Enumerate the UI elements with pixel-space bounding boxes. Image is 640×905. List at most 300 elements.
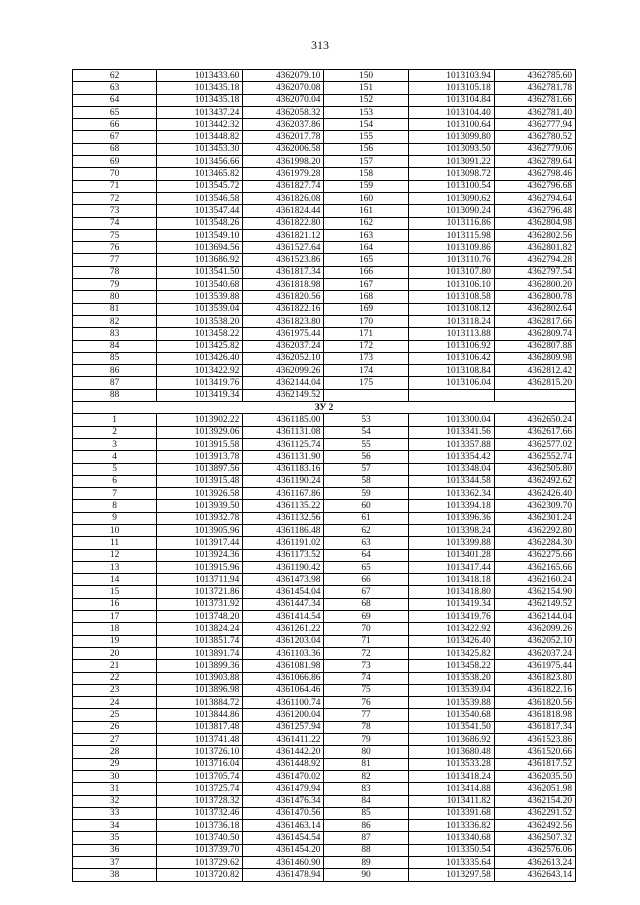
y-coordinate-cell: 4361103.36 [243, 647, 324, 659]
y-coordinate-cell: 4361167.86 [243, 488, 324, 500]
y-coordinate-cell: 4362291.52 [494, 807, 575, 819]
point-number-cell: 175 [324, 377, 408, 389]
y-coordinate-cell: 4361460.90 [243, 857, 324, 869]
table-row [73, 820, 576, 832]
point-number-cell: 20 [73, 647, 157, 659]
point-number-cell: 76 [73, 242, 157, 254]
y-coordinate-cell: 4362576.06 [494, 844, 575, 856]
point-number-cell: 164 [324, 242, 408, 254]
table-row [73, 549, 576, 561]
point-number-cell: 173 [324, 352, 408, 364]
y-coordinate-cell: 4361820.56 [243, 291, 324, 303]
y-coordinate-cell: 4361478.94 [243, 869, 324, 881]
y-coordinate-cell: 4361476.34 [243, 795, 324, 807]
y-coordinate-cell: 4362800.20 [494, 279, 575, 291]
y-coordinate-cell: 4361824.44 [243, 205, 324, 217]
point-number-cell: 7 [73, 488, 157, 500]
x-coordinate-cell: 1013716.04 [157, 758, 243, 770]
y-coordinate-cell: 4362807.88 [494, 340, 575, 352]
y-coordinate-cell: 4361185.00 [243, 414, 324, 426]
y-coordinate-cell: 4361081.98 [243, 660, 324, 672]
table-row [73, 451, 576, 463]
x-coordinate-cell: 1013929.06 [157, 426, 243, 438]
point-number-cell: 63 [324, 537, 408, 549]
x-coordinate-cell: 1013090.24 [408, 205, 494, 217]
point-number-cell: 13 [73, 561, 157, 573]
x-coordinate-cell: 1013538.20 [408, 672, 494, 684]
y-coordinate-cell: 4361822.16 [494, 684, 575, 696]
point-number-cell: 24 [73, 697, 157, 709]
y-coordinate-cell: 4362275.66 [494, 549, 575, 561]
y-coordinate-cell: 4362781.78 [494, 82, 575, 94]
point-number-cell: 56 [324, 451, 408, 463]
x-coordinate-cell: 1013399.88 [408, 537, 494, 549]
x-coordinate-cell: 1013905.96 [157, 524, 243, 536]
point-number-cell: 84 [324, 795, 408, 807]
table-row [73, 180, 576, 192]
table-row [73, 721, 576, 733]
point-number-cell: 36 [73, 844, 157, 856]
y-coordinate-cell: 4362492.62 [494, 475, 575, 487]
point-number-cell: 81 [73, 303, 157, 315]
point-number-cell: 74 [73, 217, 157, 229]
y-coordinate-cell: 4362809.74 [494, 328, 575, 340]
table-row [73, 70, 576, 82]
x-coordinate-cell: 1013435.18 [157, 82, 243, 94]
table-row [73, 488, 576, 500]
x-coordinate-cell: 1013694.56 [157, 242, 243, 254]
point-number-cell: 64 [324, 549, 408, 561]
point-number-cell: 62 [73, 70, 157, 82]
x-coordinate-cell: 1013844.86 [157, 709, 243, 721]
point-number-cell: 83 [324, 783, 408, 795]
x-coordinate-cell: 1013098.72 [408, 168, 494, 180]
x-coordinate-cell: 1013100.64 [408, 119, 494, 131]
point-number-cell: 75 [73, 229, 157, 241]
x-coordinate-cell: 1013915.58 [157, 438, 243, 450]
y-coordinate-cell: 4361132.56 [243, 512, 324, 524]
point-number-cell: 58 [324, 475, 408, 487]
point-number-cell: 90 [324, 869, 408, 881]
y-coordinate-cell: 4361817.52 [494, 758, 575, 770]
x-coordinate-cell: 1013539.88 [408, 697, 494, 709]
point-number-cell: 2 [73, 426, 157, 438]
x-coordinate-cell: 1013419.76 [157, 377, 243, 389]
y-coordinate-cell: 4361064.46 [243, 684, 324, 696]
table-row [73, 857, 576, 869]
x-coordinate-cell: 1013924.36 [157, 549, 243, 561]
point-number-cell: 167 [324, 279, 408, 291]
x-coordinate-cell: 1013108.58 [408, 291, 494, 303]
y-coordinate-cell: 4362802.56 [494, 229, 575, 241]
y-coordinate-cell: 4361203.04 [243, 635, 324, 647]
x-coordinate-cell: 1013728.32 [157, 795, 243, 807]
table-row [73, 697, 576, 709]
x-coordinate-cell: 1013391.68 [408, 807, 494, 819]
point-number-cell: 87 [324, 832, 408, 844]
y-coordinate-cell: 4361454.04 [243, 586, 324, 598]
y-coordinate-cell: 4362643.14 [494, 869, 575, 881]
table-row [73, 734, 576, 746]
point-number-cell: 86 [73, 365, 157, 377]
x-coordinate-cell: 1013917.44 [157, 537, 243, 549]
x-coordinate-cell: 1013547.44 [157, 205, 243, 217]
point-number-cell: 69 [324, 611, 408, 623]
y-coordinate-cell: 4361979.28 [243, 168, 324, 180]
y-coordinate-cell: 4362309.70 [494, 500, 575, 512]
x-coordinate-cell: 1013435.18 [157, 94, 243, 106]
x-coordinate-cell: 1013104.84 [408, 94, 494, 106]
point-number-cell: 86 [324, 820, 408, 832]
y-coordinate-cell: 4361131.08 [243, 426, 324, 438]
section-1-rows [73, 70, 576, 402]
table-row [73, 352, 576, 364]
y-coordinate-cell: 4361411.22 [243, 734, 324, 746]
point-number-cell: 59 [324, 488, 408, 500]
x-coordinate-cell: 1013465.82 [157, 168, 243, 180]
y-coordinate-cell: 4361822.16 [243, 303, 324, 315]
point-number-cell: 76 [324, 697, 408, 709]
point-number-cell: 152 [324, 94, 408, 106]
point-number-cell: 161 [324, 205, 408, 217]
point-number-cell: 158 [324, 168, 408, 180]
point-number-cell: 4 [73, 451, 157, 463]
y-coordinate-cell: 4362812.42 [494, 365, 575, 377]
table-row [73, 807, 576, 819]
table-row [73, 537, 576, 549]
y-coordinate-cell: 4362800.78 [494, 291, 575, 303]
x-coordinate-cell: 1013736.18 [157, 820, 243, 832]
y-coordinate-cell: 4362796.48 [494, 205, 575, 217]
y-coordinate-cell: 4362099.26 [243, 365, 324, 377]
point-number-cell: 27 [73, 734, 157, 746]
y-coordinate-cell: 4361523.86 [494, 734, 575, 746]
x-coordinate-cell: 1013538.20 [157, 315, 243, 327]
y-coordinate-cell: 4362780.52 [494, 131, 575, 143]
point-number-cell: 78 [324, 721, 408, 733]
table-row [73, 168, 576, 180]
y-coordinate-cell: 4361470.02 [243, 770, 324, 782]
point-number-cell: 14 [73, 574, 157, 586]
x-coordinate-cell: 1013748.20 [157, 611, 243, 623]
x-coordinate-cell: 1013341.56 [408, 426, 494, 438]
x-coordinate-cell: 1013106.10 [408, 279, 494, 291]
y-coordinate-cell: 4362613.24 [494, 857, 575, 869]
y-coordinate-cell: 4362037.24 [494, 647, 575, 659]
x-coordinate-cell: 1013426.40 [408, 635, 494, 647]
x-coordinate-cell: 1013448.82 [157, 131, 243, 143]
x-coordinate-cell: 1013720.82 [157, 869, 243, 881]
y-coordinate-cell: 4361447.34 [243, 598, 324, 610]
point-number-cell: 169 [324, 303, 408, 315]
x-coordinate-cell: 1013396.36 [408, 512, 494, 524]
point-number-cell: 28 [73, 746, 157, 758]
y-coordinate-cell: 4361257.94 [243, 721, 324, 733]
x-coordinate-cell: 1013686.92 [157, 254, 243, 266]
table-row [73, 131, 576, 143]
x-coordinate-cell: 1013726.10 [157, 746, 243, 758]
point-number-cell: 166 [324, 266, 408, 278]
y-coordinate-cell: 4362070.04 [243, 94, 324, 106]
x-coordinate-cell: 1013686.92 [408, 734, 494, 746]
point-number-cell: 174 [324, 365, 408, 377]
point-number-cell: 57 [324, 463, 408, 475]
y-coordinate-cell: 4361975.44 [243, 328, 324, 340]
y-coordinate-cell: 4362552.74 [494, 451, 575, 463]
point-number-cell: 150 [324, 70, 408, 82]
point-number-cell: 165 [324, 254, 408, 266]
point-number-cell: 67 [73, 131, 157, 143]
x-coordinate-cell: 1013891.74 [157, 647, 243, 659]
table-row [73, 869, 576, 881]
y-coordinate-cell: 4362577.02 [494, 438, 575, 450]
x-coordinate-cell: 1013533.28 [408, 758, 494, 770]
point-number-cell: 9 [73, 512, 157, 524]
x-coordinate-cell: 1013401.28 [408, 549, 494, 561]
y-coordinate-cell: 4361818.98 [243, 279, 324, 291]
x-coordinate-cell: 1013932.78 [157, 512, 243, 524]
x-coordinate-cell: 1013539.04 [157, 303, 243, 315]
point-number-cell: 66 [324, 574, 408, 586]
y-coordinate-cell: 4362802.64 [494, 303, 575, 315]
point-number-cell: 69 [73, 156, 157, 168]
table-row [73, 524, 576, 536]
point-number-cell: 163 [324, 229, 408, 241]
section-2-header [73, 402, 576, 414]
y-coordinate-cell: 4361975.44 [494, 660, 575, 672]
y-coordinate-cell: 4362070.08 [243, 82, 324, 94]
y-coordinate-cell: 4362099.26 [494, 623, 575, 635]
x-coordinate-cell: 1013350.54 [408, 844, 494, 856]
x-coordinate-cell: 1013546.58 [157, 192, 243, 204]
y-coordinate-cell: 4362777.94 [494, 119, 575, 131]
y-coordinate-cell: 4361822.80 [243, 217, 324, 229]
x-coordinate-cell: 1013091.22 [408, 156, 494, 168]
point-number-cell: 153 [324, 106, 408, 118]
x-coordinate-cell: 1013903.88 [157, 672, 243, 684]
point-number-cell: 172 [324, 340, 408, 352]
table-row [73, 561, 576, 573]
x-coordinate-cell: 1013419.34 [157, 389, 243, 401]
x-coordinate-cell: 1013731.92 [157, 598, 243, 610]
coordinates-table [72, 69, 576, 882]
point-number-cell: 12 [73, 549, 157, 561]
section-title: ЗУ 2 [73, 402, 576, 414]
point-number-cell: 84 [73, 340, 157, 352]
point-number-cell: 160 [324, 192, 408, 204]
x-coordinate-cell: 1013106.04 [408, 377, 494, 389]
y-coordinate-cell: 4362154.90 [494, 586, 575, 598]
x-coordinate-cell: 1013300.04 [408, 414, 494, 426]
x-coordinate-cell: 1013398.24 [408, 524, 494, 536]
y-coordinate-cell: 4362796.68 [494, 180, 575, 192]
y-coordinate-cell: 4362301.24 [494, 512, 575, 524]
x-coordinate-cell: 1013116.86 [408, 217, 494, 229]
y-coordinate-cell: 4361100.74 [243, 697, 324, 709]
point-number-cell: 75 [324, 684, 408, 696]
y-coordinate-cell: 4361479.94 [243, 783, 324, 795]
y-coordinate-cell: 4362505.80 [494, 463, 575, 475]
x-coordinate-cell: 1013539.88 [157, 291, 243, 303]
y-coordinate-cell: 4361470.56 [243, 807, 324, 819]
y-coordinate-cell: 4362781.40 [494, 106, 575, 118]
x-coordinate-cell: 1013824.24 [157, 623, 243, 635]
point-number-cell: 85 [324, 807, 408, 819]
x-coordinate-cell: 1013902.22 [157, 414, 243, 426]
x-coordinate-cell: 1013108.84 [408, 365, 494, 377]
y-coordinate-cell: 4362052.10 [243, 352, 324, 364]
y-coordinate-cell: 4361173.52 [243, 549, 324, 561]
point-number-cell: 23 [73, 684, 157, 696]
y-coordinate-cell: 4362154.20 [494, 795, 575, 807]
x-coordinate-cell: 1013394.18 [408, 500, 494, 512]
y-coordinate-cell: 4362079.10 [243, 70, 324, 82]
x-coordinate-cell: 1013915.96 [157, 561, 243, 573]
point-number-cell: 62 [324, 524, 408, 536]
table-row [73, 844, 576, 856]
point-number-cell: 33 [73, 807, 157, 819]
y-coordinate-cell: 4362037.86 [243, 119, 324, 131]
y-coordinate-cell: 4362507.32 [494, 832, 575, 844]
table-row [73, 672, 576, 684]
point-number-cell: 68 [324, 598, 408, 610]
point-number-cell: 80 [324, 746, 408, 758]
y-coordinate-cell: 4362809.98 [494, 352, 575, 364]
x-coordinate-cell: 1013354.42 [408, 451, 494, 463]
y-coordinate-cell: 4362035.50 [494, 770, 575, 782]
y-coordinate-cell: 4362144.04 [243, 377, 324, 389]
point-number-cell: 64 [73, 94, 157, 106]
point-number-cell: 30 [73, 770, 157, 782]
table-row [73, 795, 576, 807]
table-row [73, 106, 576, 118]
x-coordinate-cell: 1013545.72 [157, 180, 243, 192]
x-coordinate-cell: 1013741.48 [157, 734, 243, 746]
table-row [73, 611, 576, 623]
y-coordinate-cell: 4362789.64 [494, 156, 575, 168]
table-row [73, 205, 576, 217]
point-number-cell: 67 [324, 586, 408, 598]
y-coordinate-cell: 4362817.66 [494, 315, 575, 327]
point-number-cell: 82 [324, 770, 408, 782]
table-row [73, 770, 576, 782]
x-coordinate-cell: 1013705.74 [157, 770, 243, 782]
x-coordinate-cell: 1013110.76 [408, 254, 494, 266]
y-coordinate-cell: 4362165.66 [494, 561, 575, 573]
x-coordinate-cell: 1013109.86 [408, 242, 494, 254]
y-coordinate-cell: 4362797.54 [494, 266, 575, 278]
table-row [73, 746, 576, 758]
table-row [73, 623, 576, 635]
table-row [73, 291, 576, 303]
y-coordinate-cell: 4362617.66 [494, 426, 575, 438]
x-coordinate-cell: 1013340.68 [408, 832, 494, 844]
y-coordinate-cell: 4361826.08 [243, 192, 324, 204]
x-coordinate-cell: 1013344.58 [408, 475, 494, 487]
x-coordinate-cell: 1013422.92 [157, 365, 243, 377]
y-coordinate-cell: 4362785.60 [494, 70, 575, 82]
point-number-cell: 21 [73, 660, 157, 672]
x-coordinate-cell: 1013422.92 [408, 623, 494, 635]
point-number-cell: 18 [73, 623, 157, 635]
point-number-cell: 19 [73, 635, 157, 647]
point-number-cell: 78 [73, 266, 157, 278]
x-coordinate-cell: 1013897.56 [157, 463, 243, 475]
x-coordinate-cell: 1013740.50 [157, 832, 243, 844]
point-number-cell: 71 [324, 635, 408, 647]
table-row [73, 217, 576, 229]
y-coordinate-cell: 4362052.10 [494, 635, 575, 647]
point-number-cell: 29 [73, 758, 157, 770]
y-coordinate-cell: 4361463.14 [243, 820, 324, 832]
table-row [73, 512, 576, 524]
table-row [73, 635, 576, 647]
table-row [73, 475, 576, 487]
x-coordinate-cell: 1013113.88 [408, 328, 494, 340]
point-number-cell: 72 [324, 647, 408, 659]
table-row [73, 328, 576, 340]
point-number-cell: 79 [73, 279, 157, 291]
x-coordinate-cell: 1013540.68 [408, 709, 494, 721]
point-number-cell: 77 [73, 254, 157, 266]
x-coordinate-cell: 1013115.98 [408, 229, 494, 241]
x-coordinate-cell: 1013418.24 [408, 770, 494, 782]
x-coordinate-cell: 1013729.62 [157, 857, 243, 869]
x-coordinate-cell: 1013414.88 [408, 783, 494, 795]
y-coordinate-cell [494, 389, 575, 401]
point-number-cell: 53 [324, 414, 408, 426]
x-coordinate-cell: 1013105.18 [408, 82, 494, 94]
x-coordinate-cell: 1013541.50 [408, 721, 494, 733]
point-number-cell: 55 [324, 438, 408, 450]
y-coordinate-cell: 4361066.86 [243, 672, 324, 684]
x-coordinate-cell: 1013357.88 [408, 438, 494, 450]
x-coordinate-cell: 1013090.62 [408, 192, 494, 204]
point-number-cell: 3 [73, 438, 157, 450]
table-row [73, 783, 576, 795]
y-coordinate-cell: 4362149.52 [494, 598, 575, 610]
y-coordinate-cell: 4361523.86 [243, 254, 324, 266]
table-row [73, 414, 576, 426]
y-coordinate-cell: 4361821.12 [243, 229, 324, 241]
point-number-cell: 63 [73, 82, 157, 94]
point-number-cell: 60 [324, 500, 408, 512]
y-coordinate-cell: 4361261.22 [243, 623, 324, 635]
y-coordinate-cell: 4361454.54 [243, 832, 324, 844]
y-coordinate-cell: 4361823.80 [494, 672, 575, 684]
point-number-cell: 170 [324, 315, 408, 327]
point-number-cell: 61 [324, 512, 408, 524]
table-row [73, 254, 576, 266]
y-coordinate-cell: 4362794.64 [494, 192, 575, 204]
x-coordinate-cell: 1013418.80 [408, 586, 494, 598]
y-coordinate-cell: 4362149.52 [243, 389, 324, 401]
point-number-cell: 15 [73, 586, 157, 598]
x-coordinate-cell: 1013539.04 [408, 684, 494, 696]
x-coordinate-cell: 1013739.70 [157, 844, 243, 856]
x-coordinate-cell: 1013458.22 [157, 328, 243, 340]
table-row [73, 758, 576, 770]
point-number-cell: 71 [73, 180, 157, 192]
x-coordinate-cell: 1013456.66 [157, 156, 243, 168]
point-number-cell: 77 [324, 709, 408, 721]
point-number-cell: 8 [73, 500, 157, 512]
y-coordinate-cell: 4361442.20 [243, 746, 324, 758]
point-number-cell: 35 [73, 832, 157, 844]
y-coordinate-cell: 4362801.82 [494, 242, 575, 254]
x-coordinate-cell: 1013711.94 [157, 574, 243, 586]
table-row [73, 279, 576, 291]
